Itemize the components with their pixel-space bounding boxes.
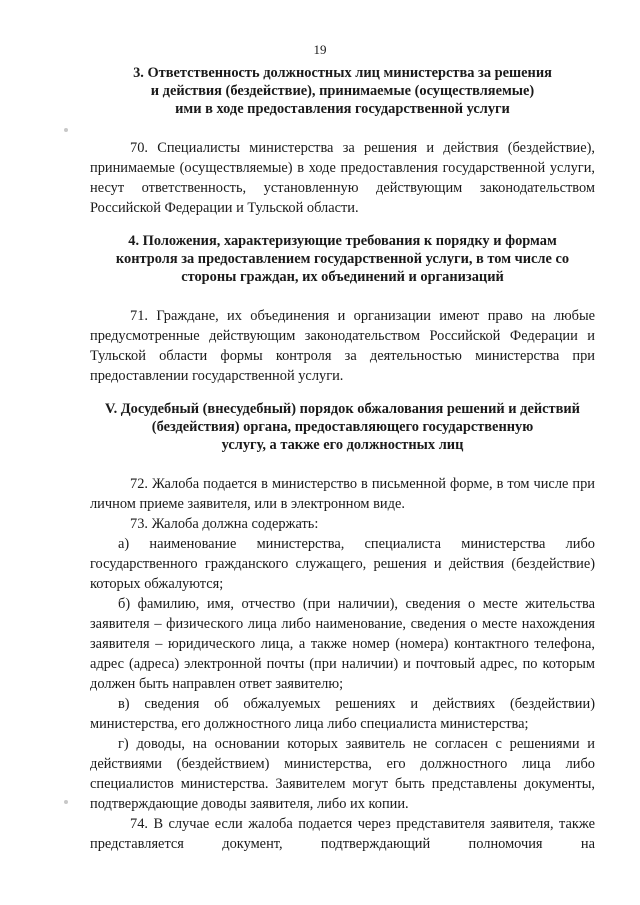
list-item: в) сведения об обжалуемых решениях и действиях (бездействии) министерства, его должностного лица либо специалиста министерства; bbox=[90, 696, 595, 732]
paragraph-74: 74. В случае если жалоба подается через представителя заявителя, также представляется документ, подтверждающий полномочия на bbox=[90, 816, 595, 852]
section-heading: 3. Ответственность должностных лиц министерства за решения и действия (бездействие), принимаемые (осуществляемые) ими в ходе предоставления государственной услуги bbox=[133, 65, 552, 117]
paragraph-71: 71. Граждане, их объединения и организации имеют право на любые предусмотренные действующим законодательством Российской Федерации и Тульской области формы контроля за деятельностью министерства при предоставлении государственной услуги. bbox=[90, 308, 595, 384]
section-heading: 4. Положения, характеризующие требования к порядку и формам контроля за предоставлением государственной услуги, в том числе со стороны граждан, их объединений и организаций bbox=[115, 233, 570, 285]
list-item: б) фамилию, имя, отчество (при наличии), сведения о месте жительства заявителя – физического лица либо наименование, сведения о месте нахождения заявителя – юридического лица, а также номер (номера) контактного телефона, адрес (адреса) электронной почты (при наличии) и почтовый адрес, по которым должен быть направлен ответ заявителю; bbox=[90, 596, 595, 692]
scan-artifact bbox=[64, 128, 68, 132]
scan-artifact bbox=[64, 800, 68, 804]
section-heading: V. Досудебный (внесудебный) порядок обжалования решений и действий (бездействия) органа, предоставляющего государственную услугу, а также его должностных лиц bbox=[105, 401, 580, 453]
page-number: 19 bbox=[313, 42, 327, 57]
paragraph-72: 72. Жалоба подается в министерство в письменной форме, в том числе при личном приеме заявителя, или в электронном виде. bbox=[90, 476, 595, 512]
document-body bbox=[90, 64, 595, 854]
list-item: а) наименование министерства, специалиста министерства либо государственного гражданского служащего, решения и действия (бездействие) которых обжалуются; bbox=[90, 536, 595, 592]
paragraph-73: 73. Жалоба должна содержать: bbox=[130, 516, 319, 532]
list-item: г) доводы, на основании которых заявитель не согласен с решениями и действиями (бездействием) министерства, его должностного лица либо специалистов министерства. Заявителем могут быть представлены документы, подтверждающие доводы заявителя, либо их копии. bbox=[90, 736, 595, 812]
paragraph-70: 70. Специалисты министерства за решения и действия (бездействие), принимаемые (осуществляемые) в ходе предоставления государственной услуги, несут ответственность, установленную действующим законодательством Российской Федерации и Тульской области. bbox=[90, 140, 595, 216]
